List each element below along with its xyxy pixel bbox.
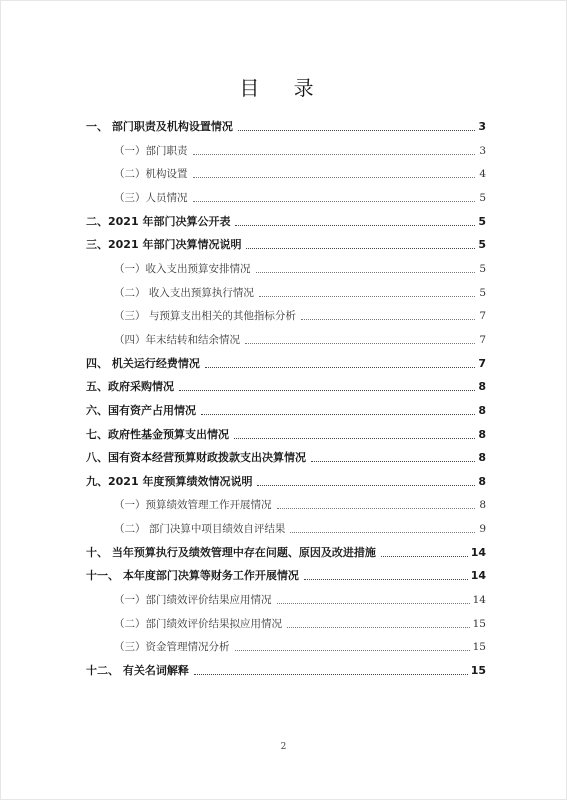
toc-subentry[interactable] [86,329,486,347]
toc-entry-page: 15 [472,618,486,630]
toc-entry-label: （一）部门职责 [114,145,188,157]
dot-leader [381,555,468,557]
toc-subentry[interactable] [86,140,486,158]
dot-leader [246,247,475,249]
toc-entry-label: （一）收入支出预算安排情况 [114,263,251,275]
dot-leader [193,153,476,155]
toc-entry-label: 九、2021 年度预算绩效情况说明 [86,475,253,488]
toc-entry-label: （二） 收入支出预算执行情况 [114,287,254,299]
toc-title: 目 录 [239,76,328,100]
toc-subentry[interactable] [86,636,486,654]
page-number: 2 [280,742,287,752]
dot-leader [234,437,475,439]
toc-entry-page: 8 [478,475,486,488]
toc-entry-page: 14 [470,546,486,559]
toc-entry-page: 15 [472,641,486,653]
toc-entry[interactable] [86,234,486,252]
toc-entry[interactable] [86,353,486,371]
toc-entry-label: （四）年末结转和结余情况 [114,334,240,346]
toc-entry-page: 7 [479,334,486,346]
dot-leader [259,295,475,297]
toc-entry[interactable] [86,376,486,394]
dot-leader [194,673,468,675]
toc-subentry[interactable] [86,258,486,276]
dot-leader [235,224,475,226]
toc-entry-label: （二）机构设置 [114,168,188,180]
toc-entry-page: 7 [479,310,486,322]
toc-entry[interactable] [86,565,486,583]
toc-entry-label: 六、国有资产占用情况 [86,404,196,417]
toc-entry-label: 十一、 本年度部门决算等财务工作开展情况 [86,569,299,582]
toc-entry-label: （二） 部门决算中项目绩效自评结果 [114,523,286,535]
dot-leader [256,271,476,273]
toc-entry[interactable] [86,116,486,134]
dot-leader [311,460,475,462]
toc-entry-page: 8 [478,404,486,417]
dot-leader [245,342,475,344]
toc-entry[interactable] [86,447,486,465]
toc-subentry[interactable] [86,494,486,512]
toc-entry-label: （三） 与预算支出相关的其他指标分析 [114,310,296,322]
toc-entry-label: 八、国有资本经营预算财政拨款支出决算情况 [86,451,306,464]
dot-leader [193,200,476,202]
dot-leader [201,413,475,415]
dot-leader [193,176,476,178]
toc-entry-label: 二、2021 年部门决算公开表 [86,215,231,228]
toc-entry-label: （二）部门绩效评价结果拟应用情况 [114,618,282,630]
toc-entry-page: 5 [479,263,486,275]
dot-leader [304,578,468,580]
toc-entry-page: 5 [478,238,486,251]
toc-subentry[interactable] [86,589,486,607]
toc-entry-label: 十、 当年预算执行及绩效管理中存在问题、原因及改进措施 [86,546,376,559]
toc-entry-page: 8 [478,451,486,464]
toc-entry[interactable] [86,424,486,442]
toc-subentry[interactable] [86,282,486,300]
toc-entry-page: 5 [479,287,486,299]
toc-entry-label: （一）部门绩效评价结果应用情况 [114,594,272,606]
dot-leader [301,318,475,320]
toc-entry-page: 14 [472,594,486,606]
toc-entry-label: 十二、 有关名词解释 [86,664,189,677]
toc-entry[interactable] [86,542,486,560]
dot-leader [257,484,475,486]
toc-entry-label: 一、 部门职责及机构设置情况 [86,120,233,133]
toc-subentry[interactable] [86,518,486,536]
toc-entry-page: 3 [478,120,486,133]
toc-entry-label: （三）资金管理情况分析 [114,641,230,653]
toc-entry[interactable] [86,211,486,229]
toc-entry-page: 8 [479,499,486,511]
dot-leader [277,602,470,604]
toc-subentry[interactable] [86,163,486,181]
toc-entry-label: 五、政府采购情况 [86,380,174,393]
toc-entry-label: 四、 机关运行经费情况 [86,357,200,370]
toc-subentry[interactable] [86,187,486,205]
toc-entry-page: 8 [478,380,486,393]
toc-entry-page: 15 [470,664,486,677]
toc-entry-page: 14 [470,569,486,582]
toc-entry-label: 七、政府性基金预算支出情况 [86,428,229,441]
dot-leader [235,649,470,651]
dot-leader [287,626,470,628]
toc-entry-page: 5 [478,215,486,228]
toc-entry[interactable] [86,471,486,489]
toc-entry-page: 8 [478,428,486,441]
dot-leader [179,389,475,391]
toc-entry-page: 4 [479,168,486,180]
toc-entry[interactable] [86,660,486,678]
toc-entry-page: 7 [478,357,486,370]
toc-entry-page: 3 [479,145,486,157]
toc-entry-label: （三）人员情况 [114,192,188,204]
dot-leader [205,366,475,368]
toc-entry-label: （一）预算绩效管理工作开展情况 [114,499,272,511]
toc-subentry[interactable] [86,613,486,631]
dot-leader [290,531,475,533]
toc-entry-page: 5 [479,192,486,204]
toc-entry-label: 三、2021 年部门决算情况说明 [86,238,242,251]
toc-entry[interactable] [86,400,486,418]
dot-leader [277,507,476,509]
toc-subentry[interactable] [86,305,486,323]
toc-entry-page: 9 [479,523,486,535]
dot-leader [238,129,475,131]
